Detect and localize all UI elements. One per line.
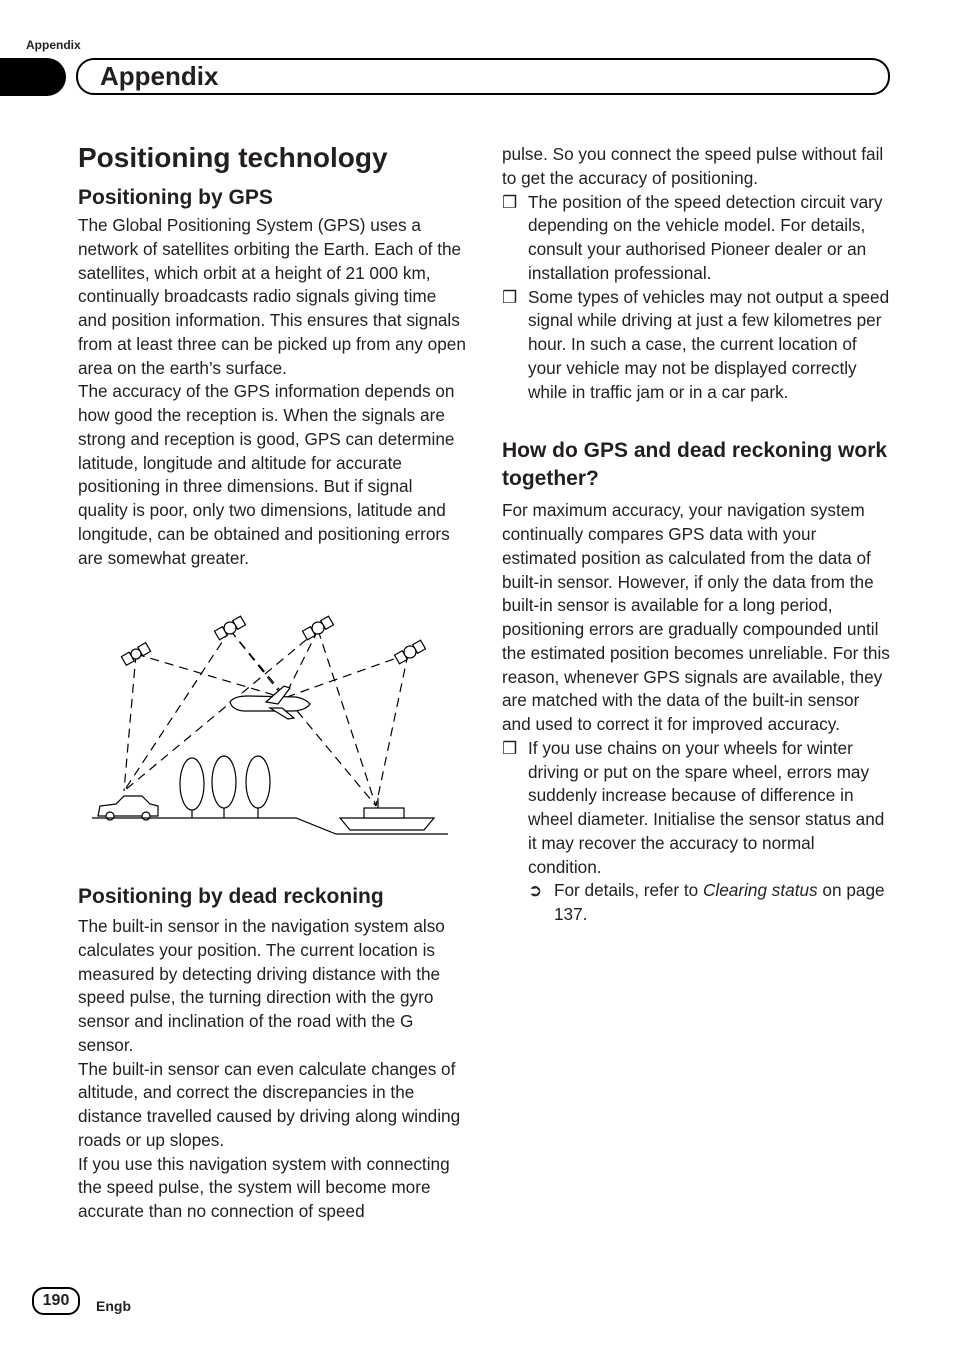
running-header: Appendix xyxy=(26,38,81,52)
bullet-item xyxy=(502,737,890,880)
left-column xyxy=(78,141,466,570)
bullet-item xyxy=(502,286,890,405)
combined-paragraph: For maximum accuracy, your navigation system continually compares GPS data with your estimated position as calculated from the data of built-in sensor. However, if only the data from the built-in sensor is available for a long period, positioning errors are gradually compounded until the estimated position becomes unreliable. For this reason, whenever GPS signals are available, they are matched with the data of the built-in sensor and used to correct it for improved accuracy. xyxy=(502,500,890,734)
continued-paragraph: pulse. So you connect the speed pulse without fail to get the accuracy of positioning. xyxy=(502,144,884,188)
page-title: Positioning technology xyxy=(78,142,388,173)
gps-illustration xyxy=(88,606,453,836)
bullet-item xyxy=(502,191,890,286)
checkbox-bullet-icon: ❒ xyxy=(502,286,518,307)
satellite-icon xyxy=(121,615,426,665)
section-tab-marker xyxy=(0,58,66,96)
gps-paragraph-1: The Global Positioning System (GPS) uses a network of satellites orbiting the Earth. Each of the satellites, which orbit at a height of 21 000 km, continually broadcasts radio signals giving time and position information. This ensures that signals from at least three can be picked up from any open area on the earth’s surface. xyxy=(78,215,466,378)
section-header xyxy=(76,58,890,95)
section-title: Appendix xyxy=(100,61,219,91)
dead-reckoning-paragraph-1: The built-in sensor in the navigation system also calculates your position. The current location is measured by detecting driving distance with the speed pulse, the turning direction with the gyro sensor and inclination of the road with the G sensor. xyxy=(78,916,445,1055)
bullet-text: If you use chains on your wheels for winter driving or put on the spare wheel, errors may suddenly increase because of difference in wheel diameter. Initialise the sensor status and it may recover the accuracy to normal condition. xyxy=(528,737,885,877)
gps-dead-reckoning-heading: How do GPS and dead reckoning work together? xyxy=(502,439,888,491)
clearing-status-link[interactable]: Clearing status xyxy=(703,880,818,901)
bullet-text: The position of the speed detection circuit vary depending on the vehicle model. For details, consult your authorised Pioneer dealer or an installation professional. xyxy=(528,191,883,283)
dead-reckoning-paragraph-3: If you use this navigation system with connecting the speed pulse, the system will become more accurate than no connection of speed xyxy=(78,1153,450,1221)
gps-paragraph-2: The accuracy of the GPS information depends on how good the reception is. When the signals are strong and reception is good, GPS can determine latitude, longitude and altitude for accurate positioning in three dimensions. But if signal quality is poor, only two dimensions, latitude and longitude, can be obtained and positioning errors are somewhat greater. xyxy=(78,381,455,568)
airplane-icon xyxy=(230,686,310,719)
page-number: 190 xyxy=(32,1287,80,1315)
bullet-text: Some types of vehicles may not output a speed signal while driving at just a few kilometres per hour. In such a case, the current location of your vehicle may not be displayed correctly while in traffic jam or in a car park. xyxy=(528,286,890,402)
checkbox-bullet-icon: ❒ xyxy=(502,737,518,758)
right-column xyxy=(502,143,890,927)
dead-reckoning-heading: Positioning by dead reckoning xyxy=(78,885,384,908)
language-code: Engb xyxy=(96,1298,131,1314)
dead-reckoning-paragraph-2: The built-in sensor can even calculate changes of altitude, and correct the discrepancies in the distance travelled caused by driving along winding roads or up slopes. xyxy=(78,1058,461,1150)
checkbox-bullet-icon: ❒ xyxy=(502,191,518,212)
gps-heading: Positioning by GPS xyxy=(78,186,273,209)
reference-suffix: on page 137. xyxy=(554,880,885,924)
tree-icon xyxy=(180,756,270,818)
reference-item xyxy=(502,879,890,927)
left-column-lower xyxy=(78,883,466,1224)
arrow-icon: ➲ xyxy=(528,880,543,901)
car-icon xyxy=(98,796,158,820)
reference-prefix: For details, refer to xyxy=(554,880,704,901)
ship-icon xyxy=(340,798,434,830)
